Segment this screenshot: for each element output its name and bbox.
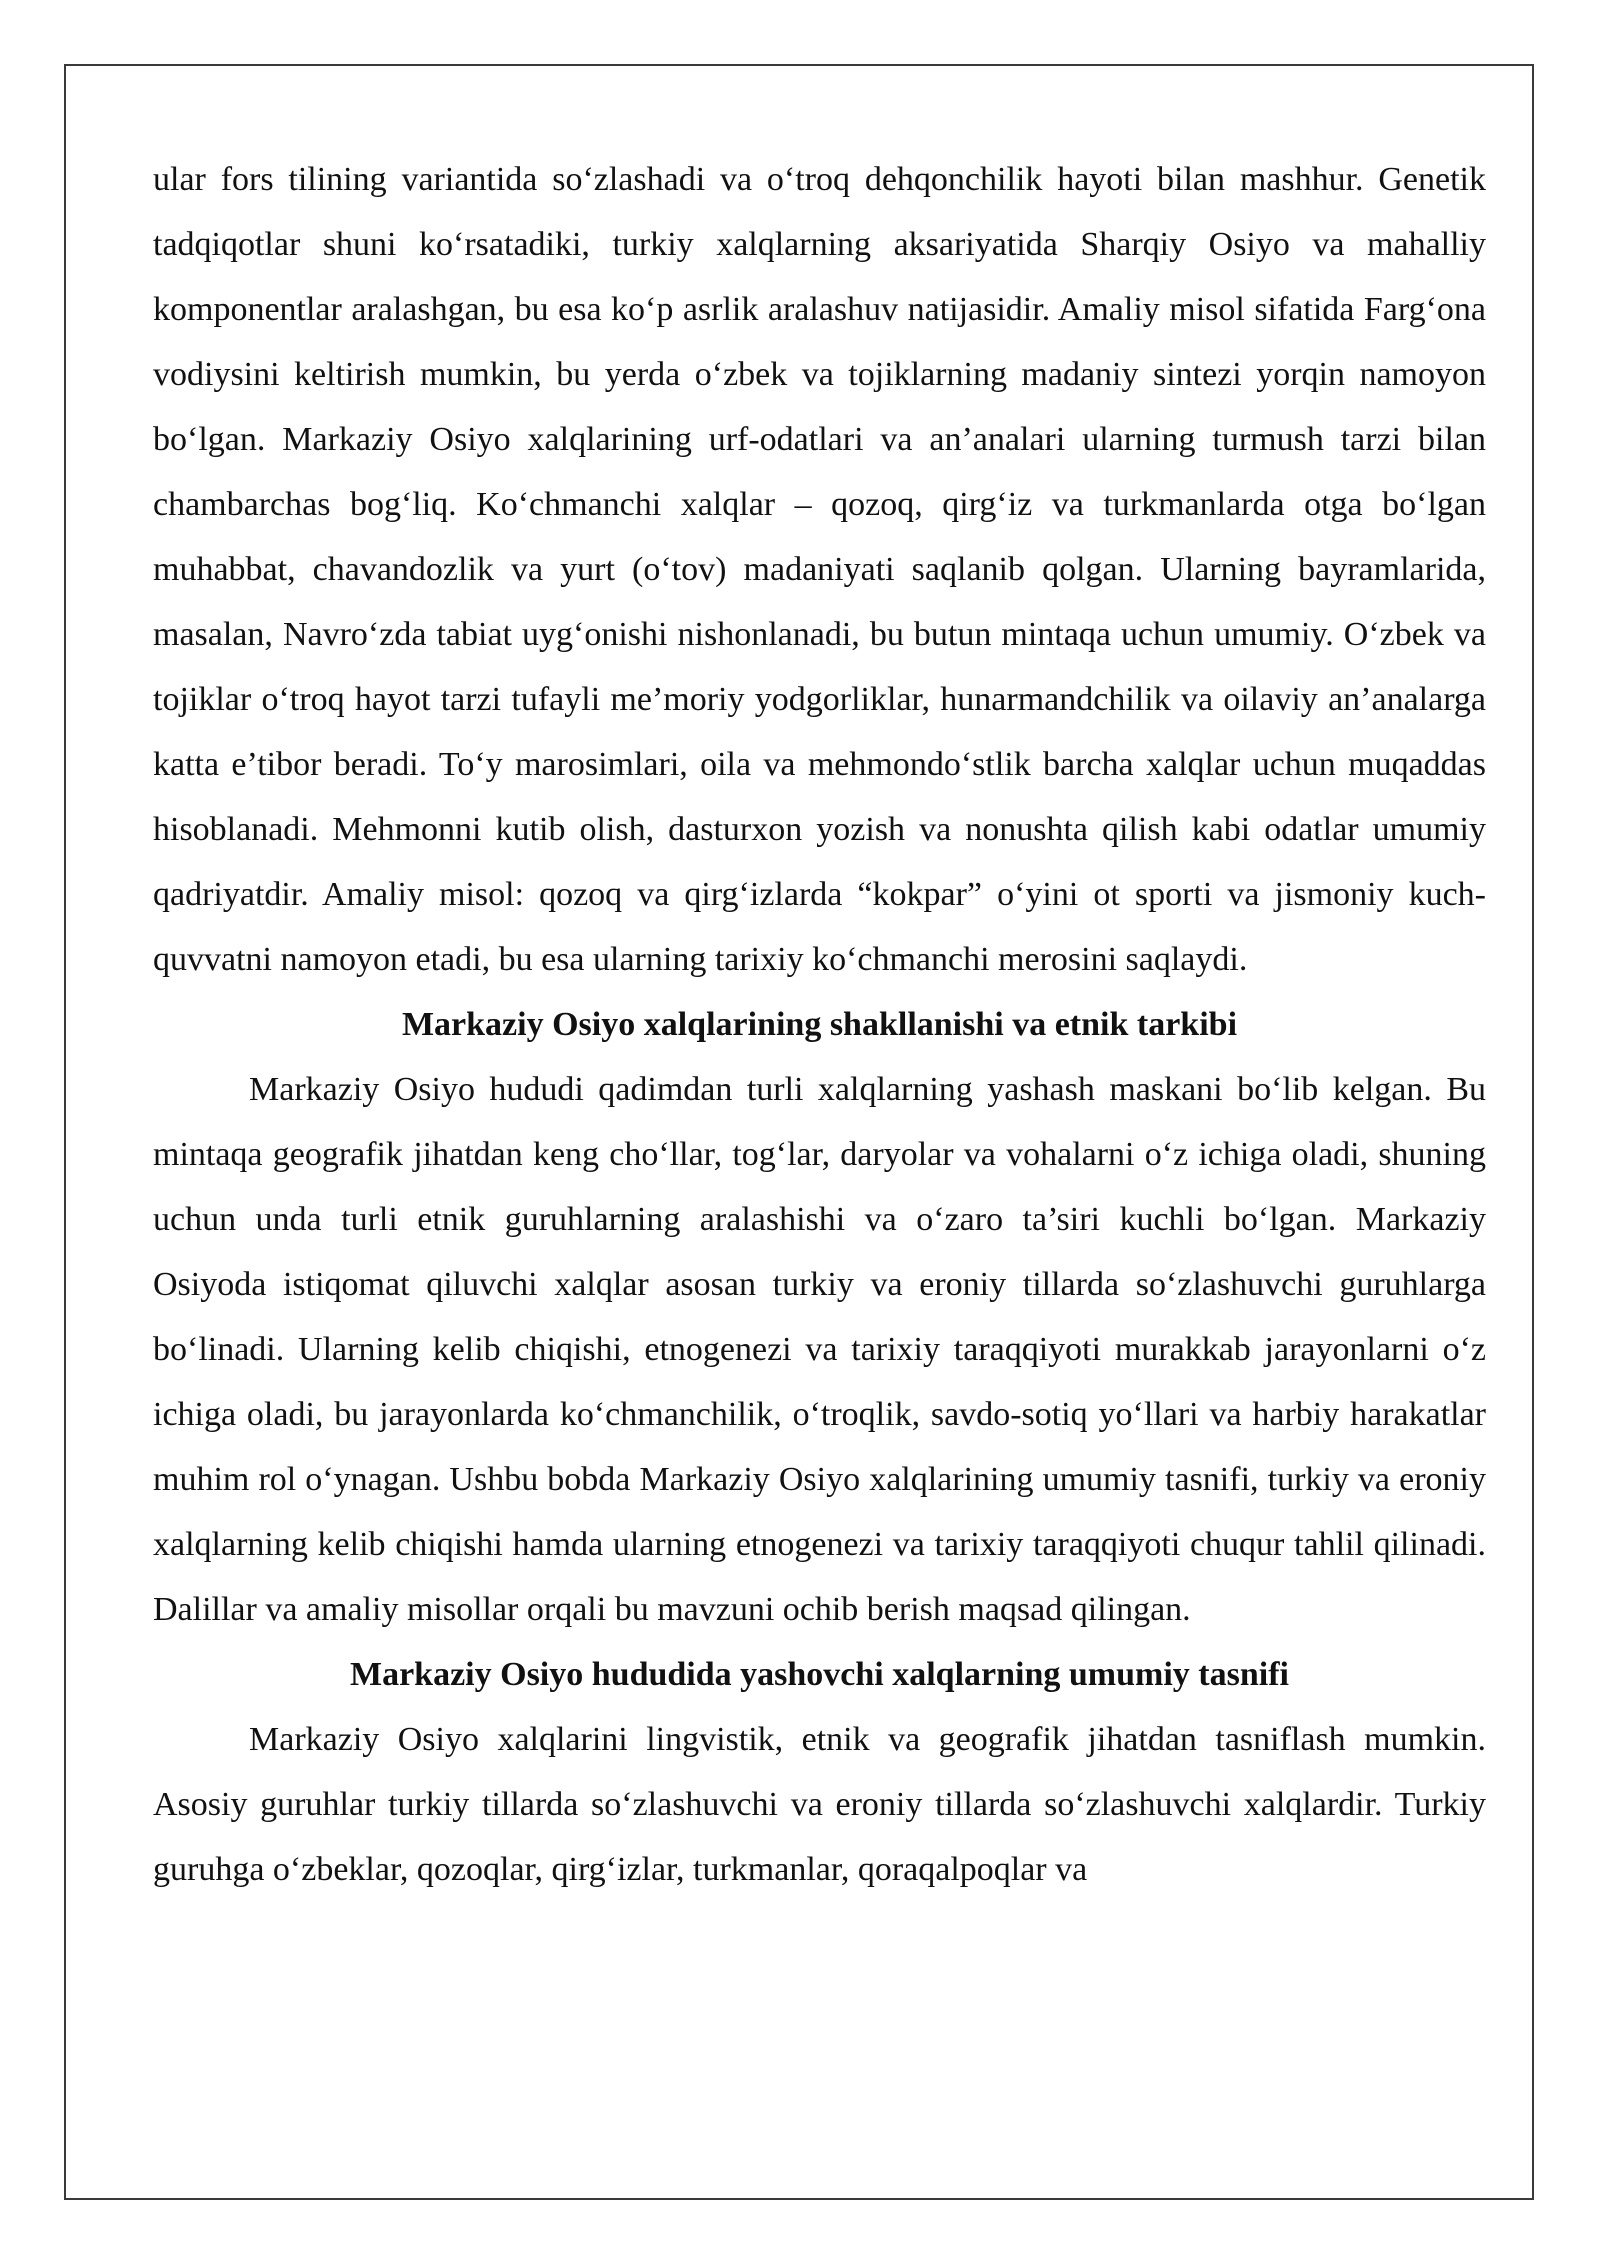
body-paragraph-3: Markaziy Osiyo xalqlarini lingvistik, etnik va geografik jihatdan tasniflash mumkin. Asosiy guruhlar turkiy tillarda so‘zlashuvchi va eroniy tillarda so‘zlashuvchi xalqlardir. Turkiy guruhga o‘zbeklar, qozoqlar, qirg‘izlar, turkmanlar, qoraqalpoqlar va bbox=[153, 1721, 1486, 1888]
document-body bbox=[153, 147, 1486, 1902]
body-paragraph-2: Markaziy Osiyo hududi qadimdan turli xalqlarning yashash maskani bo‘lib kelgan. Bu mintaqa geografik jihatdan keng cho‘llar, tog‘lar, daryolar va vohalarni o‘z ichiga oladi, shuning uchun unda turli etnik guruhlarning aralashishi va o‘zaro ta’siri kuchli bo‘lgan. Markaziy Osiyoda istiqomat qiluvchi xalqlar asosan turkiy va eroniy tillarda so‘zlashuvchi guruhlarga bo‘linadi. Ularning kelib chiqishi, etnogenezi va tarixiy taraqqiyoti murakkab jarayonlarni o‘z ichiga oladi, bu jarayonlarda ko‘chmanchilik, o‘troqlik, savdo-sotiq yo‘llari va harbiy harakatlar muhim rol o‘ynagan. Ushbu bobda Markaziy Osiyo xalqlarining umumiy tasnifi, turkiy va eroniy xalqlarning kelib chiqishi hamda ularning etnogenezi va tarixiy taraqqiyoti chuqur tahlil qilinadi. Dalillar va amaliy misollar orqali bu mavzuni ochib berish maqsad qilingan. bbox=[153, 1071, 1486, 1628]
section-heading-1: Markaziy Osiyo xalqlarining shakllanishi va etnik tarkibi bbox=[401, 1006, 1238, 1043]
section-heading-2: Markaziy Osiyo hududida yashovchi xalqlarning umumiy tasnifi bbox=[350, 1656, 1289, 1693]
body-paragraph-1: ular fors tilining variantida so‘zlashadi va o‘troq dehqonchilik hayoti bilan mashhur. Genetik tadqiqotlar shuni ko‘rsatadiki, turkiy xalqlarning aksariyatida Sharqiy Osiyo va mahalliy komponentlar aralashgan, bu esa ko‘p asrlik aralashuv natijasidir. Amaliy misol sifatida Farg‘ona vodiysini keltirish mumkin, bu yerda o‘zbek va tojiklarning madaniy sintezi yorqin namoyon bo‘lgan. Markaziy Osiyo xalqlarining urf-odatlari va an’analari ularning turmush tarzi bilan chambarchas bog‘liq. Ko‘chmanchi xalqlar – qozoq, qirg‘iz va turkmanlarda otga bo‘lgan muhabbat, chavandozlik va yurt (o‘tov) madaniyati saqlanib qolgan. Ularning bayramlarida, masalan, Navro‘zda tabiat uyg‘onishi nishonlanadi, bu butun mintaqa uchun umumiy. O‘zbek va tojiklar o‘troq hayot tarzi tufayli me’moriy yodgorliklar, hunarmandchilik va oilaviy an’analarga katta e’tibor beradi. To‘y marosimlari, oila va mehmondo‘stlik barcha xalqlar uchun muqaddas hisoblanadi. Mehmonni kutib olish, dasturxon yozish va nonushta qilish kabi odatlar umumiy qadriyatdir. Amaliy misol: qozoq va qirg‘izlarda “kokpar” o‘yini ot sporti va jismoniy kuch-quvvatni namoyon etadi, bu esa ularning tarixiy ko‘chmanchi merosini saqlaydi. bbox=[153, 161, 1486, 978]
